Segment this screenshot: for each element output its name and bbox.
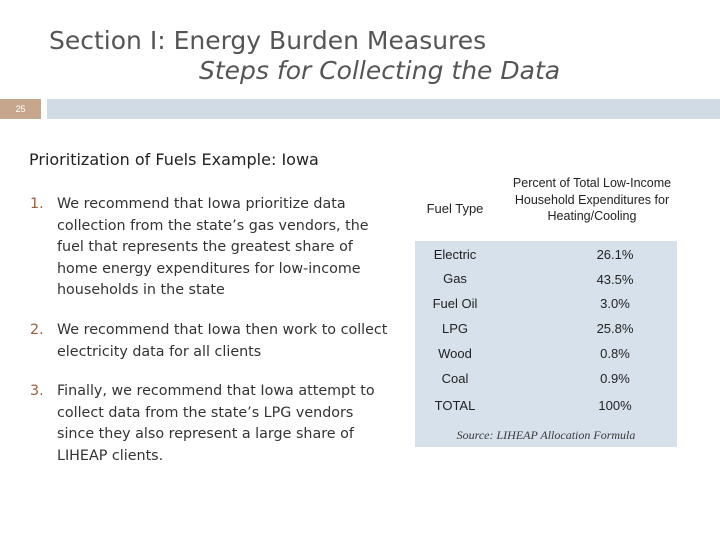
header-divider-bar xyxy=(47,99,720,119)
fuel-table xyxy=(415,175,677,447)
table-cell-fuel: Coal xyxy=(441,371,469,386)
table-cell-percent: 3.0% xyxy=(600,296,630,311)
list-item-text: Finally, we recommend that Iowa attempt to collect data from the state’s LPG vendors since they also represent a large share of LIHEAP clients. xyxy=(57,383,375,464)
table-cell-percent: 0.8% xyxy=(600,346,630,361)
section-subtitle: Prioritization of Fuels Example: Iowa xyxy=(29,150,319,169)
slide-number-bar xyxy=(0,99,41,119)
list-item xyxy=(30,320,390,363)
list-item xyxy=(30,194,390,302)
table-cell-fuel: Wood xyxy=(438,346,472,361)
slide-number: 25 xyxy=(15,104,26,114)
table-cell-fuel: Gas xyxy=(443,271,467,286)
table-cell-fuel: TOTAL xyxy=(434,398,476,413)
list-item xyxy=(30,381,390,467)
table-cell-fuel: Fuel Oil xyxy=(432,296,478,311)
table-cell-fuel: Electric xyxy=(433,247,477,262)
slide-title: Section I: Energy Burden Measures xyxy=(49,26,487,55)
table-header-fuel-type: Fuel Type xyxy=(426,201,484,216)
table-header-percent: Percent of Total Low-Income Household Expenditures for Heating/Cooling xyxy=(512,176,672,223)
table-cell-fuel: LPG xyxy=(441,321,468,336)
list-item-text: We recommend that Iowa then work to collect electricity data for all clients xyxy=(57,322,388,360)
list-item-number: 1. xyxy=(30,196,44,212)
list-item-number: 2. xyxy=(30,322,44,338)
table-cell-percent: 43.5% xyxy=(596,272,634,287)
table-cell-percent: 100% xyxy=(598,398,632,413)
table-cell-percent: 25.8% xyxy=(596,321,634,336)
list-item-number: 3. xyxy=(30,383,44,399)
table-cell-percent: 0.9% xyxy=(600,371,630,386)
slide-title-subline: Steps for Collecting the Data xyxy=(199,56,561,85)
list-item-text: We recommend that Iowa prioritize data collection from the state’s gas vendors, the fuel that represents the greatest share of home energy expenditures for low-income households in the state xyxy=(57,196,369,298)
table-cell-percent: 26.1% xyxy=(596,247,634,262)
table-source-note: Source: LIHEAP Allocation Formula xyxy=(456,428,636,442)
